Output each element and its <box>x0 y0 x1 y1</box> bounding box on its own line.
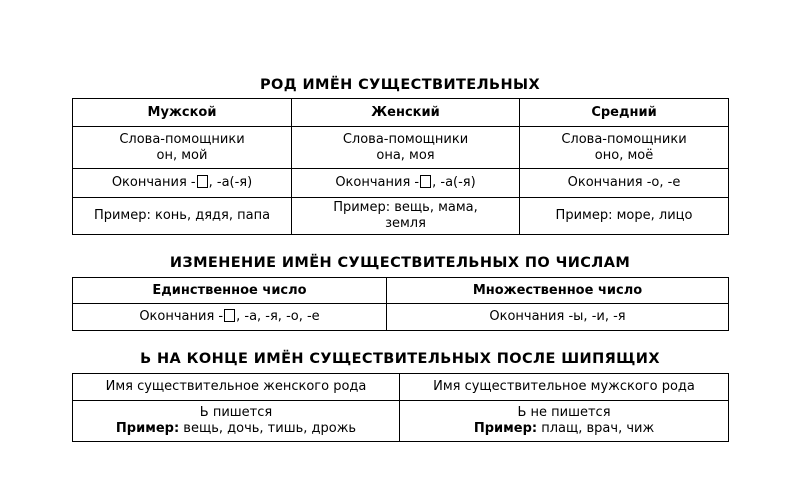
example-label: Пример: <box>473 421 538 436</box>
section-title-gender: РОД ИМЁН СУЩЕСТВИТЕЛЬНЫХ <box>259 77 541 93</box>
soft-sign-table <box>72 373 729 442</box>
example-words-extra: земля <box>385 216 426 231</box>
helpers-label: Слова-помощники <box>561 131 687 147</box>
helpers-cell-masculine <box>73 127 292 169</box>
number-table <box>72 277 729 331</box>
header-feminine: Женский <box>292 99 520 127</box>
ending-prefix: - <box>190 175 196 190</box>
helpers-cell-feminine <box>292 127 520 169</box>
zero-ending-box-icon <box>224 309 235 322</box>
example-label: Пример: <box>555 208 613 223</box>
example-label: Пример: <box>115 421 180 436</box>
rule-cell-feminine <box>73 401 400 442</box>
helpers-cell-neuter <box>520 127 729 169</box>
ending-text: -о, -е <box>646 175 681 190</box>
example-cell-neuter <box>520 198 729 235</box>
endings-label: Окончания <box>139 309 215 324</box>
example-cell-feminine <box>292 198 520 235</box>
header-feminine-noun: Имя существительное женского рода <box>73 374 400 401</box>
header-neuter: Средний <box>520 99 729 127</box>
example-label: Пример: <box>93 208 151 223</box>
zero-ending-box-icon <box>197 175 208 188</box>
rule-text: Ь не пишется <box>517 405 611 420</box>
gender-table <box>72 98 729 235</box>
endings-label: Окончания <box>335 175 411 190</box>
helpers-words: она, моя <box>376 147 435 163</box>
endings-label: Окончания <box>111 175 187 190</box>
example-words: вещь, дочь, тишь, дрожь <box>183 421 357 436</box>
example-words: конь, дядя, папа <box>155 208 271 223</box>
example-words: море, лицо <box>616 208 693 223</box>
endings-cell-plural <box>387 304 729 331</box>
example-label: Пример: <box>333 200 391 215</box>
ending-suffix: , -а, -я, -о, -е <box>236 309 320 324</box>
example-words: вещь, мама, <box>394 200 478 215</box>
endings-cell-masculine <box>73 169 292 198</box>
ending-suffix: , -а(-я) <box>208 175 253 190</box>
endings-cell-neuter <box>520 169 729 198</box>
helpers-words: оно, моё <box>594 147 654 163</box>
zero-ending-box-icon <box>420 175 431 188</box>
section-title-soft-sign: Ь НА КОНЦЕ ИМЁН СУЩЕСТВИТЕЛЬНЫХ ПОСЛЕ ШИПЯЩИХ <box>140 351 660 367</box>
header-masculine-noun: Имя существительное мужского рода <box>400 374 729 401</box>
header-plural: Множественное число <box>387 278 729 304</box>
header-masculine: Мужской <box>73 99 292 127</box>
ending-prefix: - <box>218 309 224 324</box>
endings-label: Окончания <box>567 175 643 190</box>
rule-cell-masculine <box>400 401 729 442</box>
rule-text: Ь пишется <box>199 405 273 420</box>
section-title-number: ИЗМЕНЕНИЕ ИМЁН СУЩЕСТВИТЕЛЬНЫХ ПО ЧИСЛАМ <box>169 255 631 271</box>
ending-text: -ы, -и, -я <box>568 309 626 324</box>
ending-prefix: - <box>414 175 420 190</box>
example-cell-masculine <box>73 198 292 235</box>
helpers-label: Слова-помощники <box>342 131 469 147</box>
endings-cell-singular <box>73 304 387 331</box>
endings-label: Окончания <box>489 309 565 324</box>
header-singular: Единственное число <box>73 278 387 304</box>
ending-suffix: , -а(-я) <box>432 175 476 190</box>
example-words: плащ, врач, чиж <box>541 421 655 436</box>
helpers-label: Слова-помощники <box>119 131 245 147</box>
endings-cell-feminine <box>292 169 520 198</box>
helpers-words: он, мой <box>156 147 208 163</box>
